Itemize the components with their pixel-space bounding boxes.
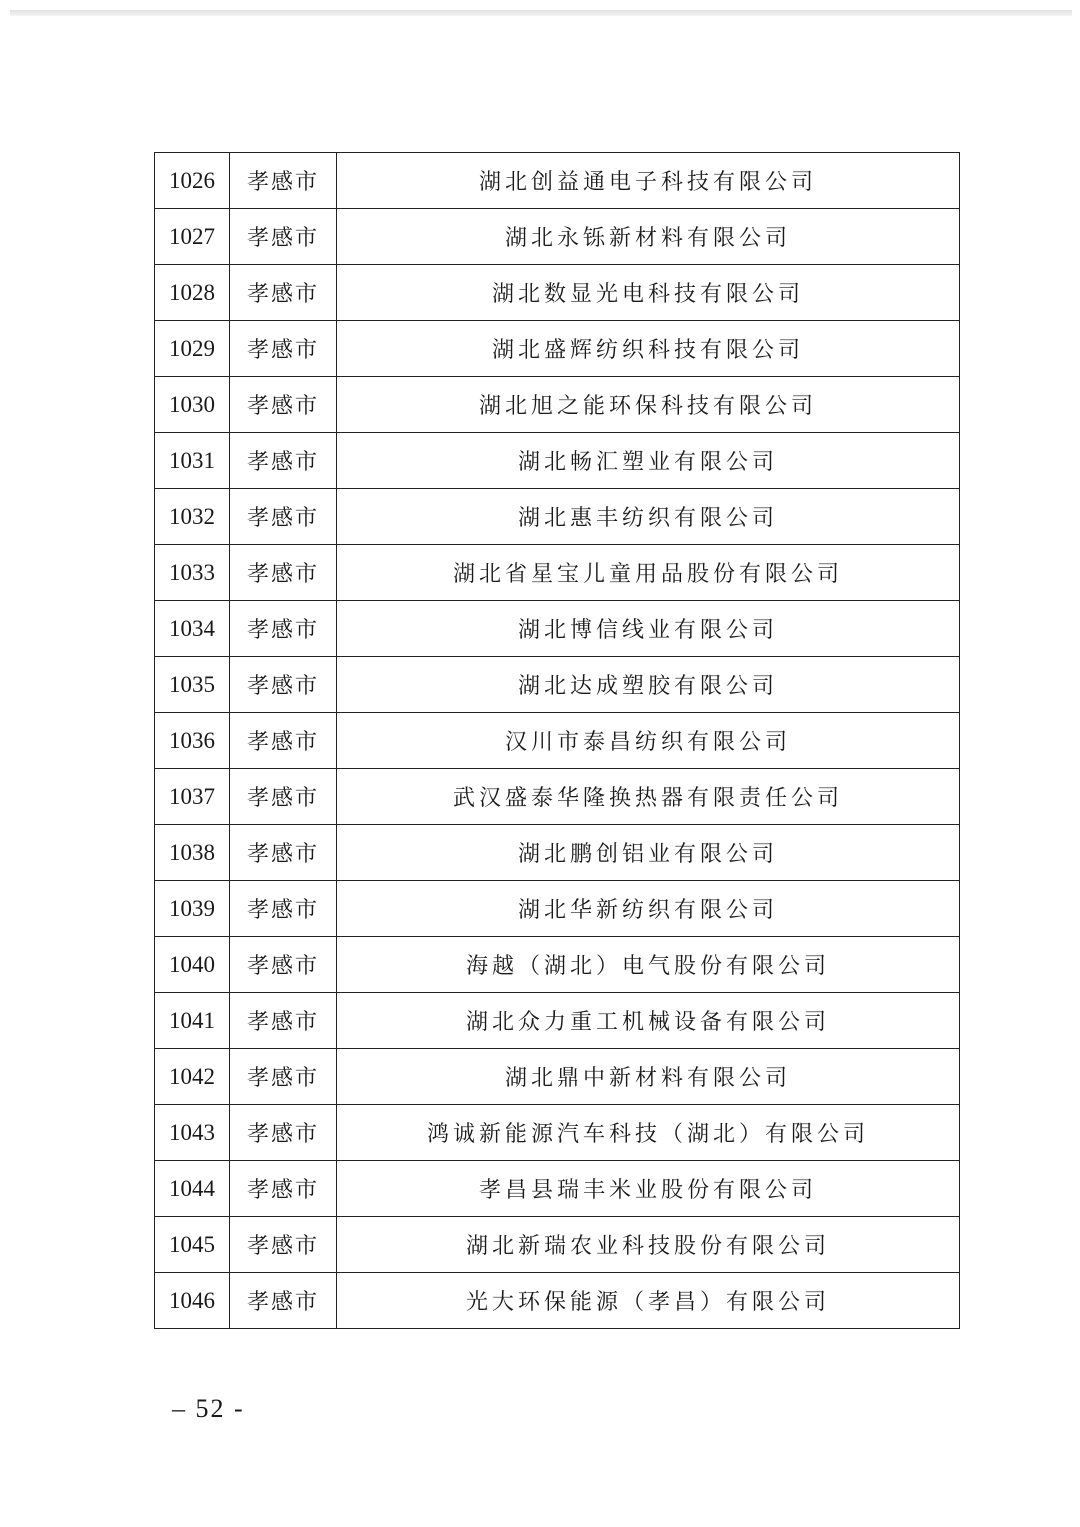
- row-number-cell: 1033: [155, 545, 230, 601]
- city-cell: 孝感市: [230, 1161, 337, 1217]
- company-name-cell: 湖北盛辉纺织科技有限公司: [337, 321, 960, 377]
- table-row: [155, 1105, 960, 1161]
- table-row: [155, 1161, 960, 1217]
- city-cell: 孝感市: [230, 657, 337, 713]
- company-name-cell: 光大环保能源（孝昌）有限公司: [337, 1273, 960, 1329]
- table-row: [155, 489, 960, 545]
- city-cell: 孝感市: [230, 825, 337, 881]
- row-number-cell: 1039: [155, 881, 230, 937]
- company-name-cell: 湖北博信线业有限公司: [337, 601, 960, 657]
- company-name-cell: 鸿诚新能源汽车科技（湖北）有限公司: [337, 1105, 960, 1161]
- table-row: [155, 993, 960, 1049]
- company-name-cell: 湖北众力重工机械设备有限公司: [337, 993, 960, 1049]
- table-row: [155, 545, 960, 601]
- row-number-cell: 1045: [155, 1217, 230, 1273]
- table-row: [155, 321, 960, 377]
- city-cell: 孝感市: [230, 937, 337, 993]
- company-name-cell: 湖北数显光电科技有限公司: [337, 265, 960, 321]
- row-number-cell: 1027: [155, 209, 230, 265]
- row-number-cell: 1034: [155, 601, 230, 657]
- row-number-cell: 1036: [155, 713, 230, 769]
- table-row: [155, 1049, 960, 1105]
- table-row: [155, 769, 960, 825]
- company-name-cell: 湖北鹏创铝业有限公司: [337, 825, 960, 881]
- company-name-cell: 湖北创益通电子科技有限公司: [337, 153, 960, 209]
- row-number-cell: 1030: [155, 377, 230, 433]
- row-number-cell: 1046: [155, 1273, 230, 1329]
- city-cell: 孝感市: [230, 153, 337, 209]
- row-number-cell: 1026: [155, 153, 230, 209]
- table-row: [155, 265, 960, 321]
- city-cell: 孝感市: [230, 1049, 337, 1105]
- city-cell: 孝感市: [230, 433, 337, 489]
- row-number-cell: 1044: [155, 1161, 230, 1217]
- row-number-cell: 1035: [155, 657, 230, 713]
- company-name-cell: 湖北达成塑胶有限公司: [337, 657, 960, 713]
- table-row: [155, 209, 960, 265]
- table-row: [155, 657, 960, 713]
- row-number-cell: 1043: [155, 1105, 230, 1161]
- company-name-cell: 湖北畅汇塑业有限公司: [337, 433, 960, 489]
- city-cell: 孝感市: [230, 321, 337, 377]
- city-cell: 孝感市: [230, 209, 337, 265]
- table-row: [155, 153, 960, 209]
- company-name-cell: 湖北永铄新材料有限公司: [337, 209, 960, 265]
- city-cell: 孝感市: [230, 489, 337, 545]
- company-list-table: [154, 152, 960, 1329]
- company-name-cell: 湖北惠丰纺织有限公司: [337, 489, 960, 545]
- company-name-cell: 孝昌县瑞丰米业股份有限公司: [337, 1161, 960, 1217]
- city-cell: 孝感市: [230, 1273, 337, 1329]
- city-cell: 孝感市: [230, 1217, 337, 1273]
- company-name-cell: 湖北旭之能环保科技有限公司: [337, 377, 960, 433]
- row-number-cell: 1028: [155, 265, 230, 321]
- company-name-cell: 湖北鼎中新材料有限公司: [337, 1049, 960, 1105]
- city-cell: 孝感市: [230, 881, 337, 937]
- table-row: [155, 1217, 960, 1273]
- city-cell: 孝感市: [230, 713, 337, 769]
- row-number-cell: 1042: [155, 1049, 230, 1105]
- table-row: [155, 601, 960, 657]
- row-number-cell: 1038: [155, 825, 230, 881]
- row-number-cell: 1029: [155, 321, 230, 377]
- city-cell: 孝感市: [230, 769, 337, 825]
- city-cell: 孝感市: [230, 993, 337, 1049]
- row-number-cell: 1040: [155, 937, 230, 993]
- company-name-cell: 湖北华新纺织有限公司: [337, 881, 960, 937]
- company-name-cell: 汉川市泰昌纺织有限公司: [337, 713, 960, 769]
- row-number-cell: 1041: [155, 993, 230, 1049]
- table-row: [155, 937, 960, 993]
- page-number: – 52 -: [172, 1394, 245, 1423]
- city-cell: 孝感市: [230, 1105, 337, 1161]
- city-cell: 孝感市: [230, 545, 337, 601]
- table-row: [155, 1273, 960, 1329]
- company-name-cell: 武汉盛泰华隆换热器有限责任公司: [337, 769, 960, 825]
- table-row: [155, 377, 960, 433]
- row-number-cell: 1032: [155, 489, 230, 545]
- city-cell: 孝感市: [230, 377, 337, 433]
- city-cell: 孝感市: [230, 265, 337, 321]
- company-list-body: [155, 153, 960, 1329]
- table-row: [155, 433, 960, 489]
- company-name-cell: 湖北新瑞农业科技股份有限公司: [337, 1217, 960, 1273]
- row-number-cell: 1037: [155, 769, 230, 825]
- table-row: [155, 713, 960, 769]
- table-row: [155, 825, 960, 881]
- row-number-cell: 1031: [155, 433, 230, 489]
- table-row: [155, 881, 960, 937]
- city-cell: 孝感市: [230, 601, 337, 657]
- company-name-cell: 海越（湖北）电气股份有限公司: [337, 937, 960, 993]
- company-name-cell: 湖北省星宝儿童用品股份有限公司: [337, 545, 960, 601]
- scan-edge-shadow: [10, 10, 1072, 16]
